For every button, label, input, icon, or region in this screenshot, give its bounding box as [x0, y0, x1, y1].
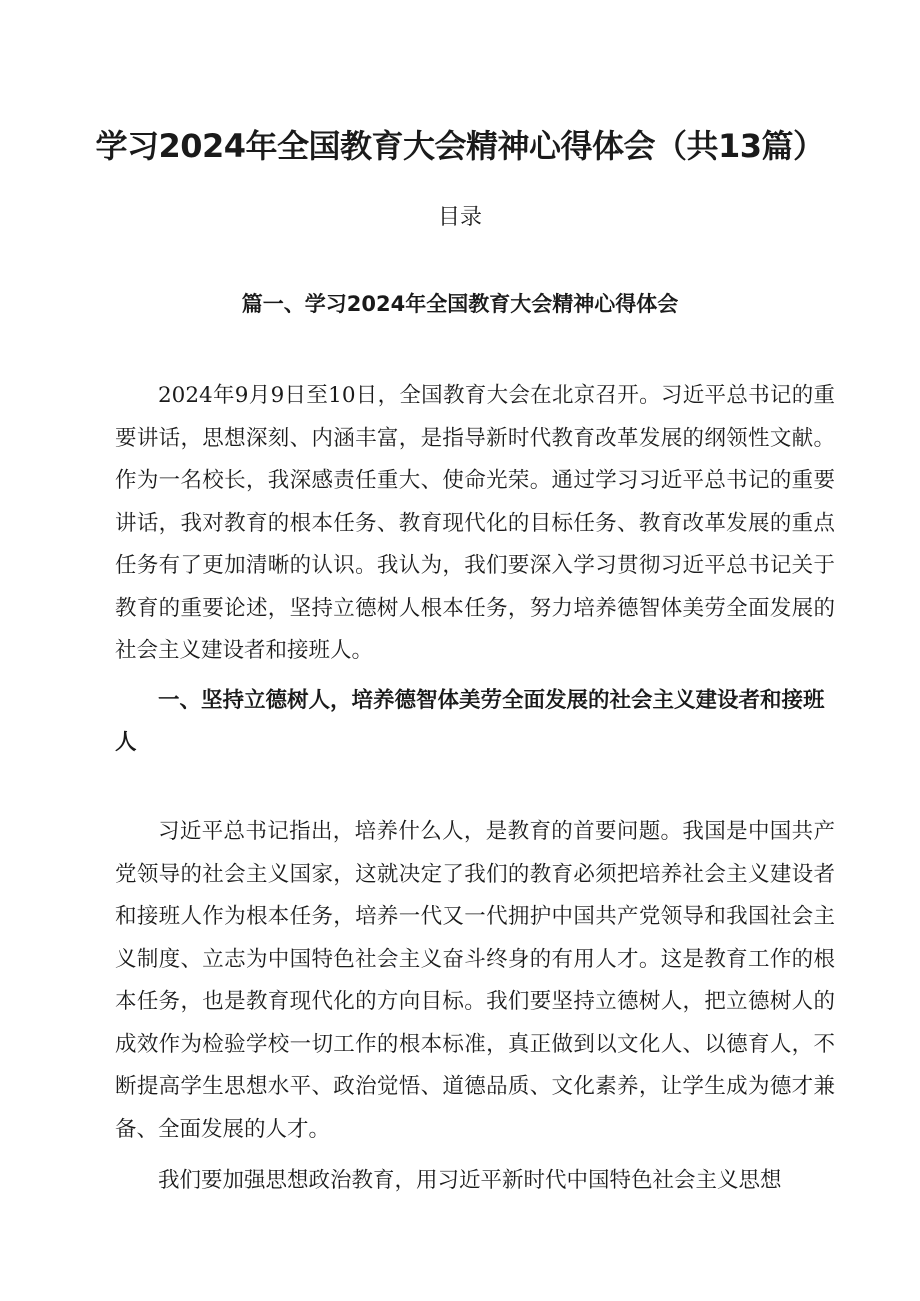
chapter-heading: 篇一、学习2024年全国教育大会精神心得体会: [241, 292, 679, 316]
toc-heading: 目录: [437, 205, 482, 230]
body-paragraph-section-one: 习近平总书记指出，培养什么人，是教育的首要问题。我国是中国共产党领导的社会主义国家，这就决定了我们的教育必须把培养社会主义建设者和接班人作为根本任务，培养一代又一代拥护中国共产党领导和我国社会主义制度、立志为中国特色社会主义奋斗终身的有用人才。这是教育工作的根本任务，也是教育现代化的方向目标。我们要坚持立德树人，把立德树人的成效作为检验学校一切工作的根本标准，真正做到以文化人、以德育人，不断提高学生思想水平、政治觉悟、道德品质、文化素养，让学生成为德才兼备、全面发展的人才。: [115, 819, 835, 1142]
body-paragraph-continued: 我们要加强思想政治教育，用习近平新时代中国特色社会主义思想: [158, 1168, 782, 1193]
body-paragraph-intro: 2024年9月9日至10日，全国教育大会在北京召开。习近平总书记的重要讲话，思想深刻、内涵丰富，是指导新时代教育改革发展的纲领性文献。作为一名校长，我深感责任重大、使命光荣。通过学习习近平总书记的重要讲话，我对教育的根本任务、教育现代化的目标任务、教育改革发展的重点任务有了更加清晰的认识。我认为，我们要深入学习贯彻习近平总书记关于教育的重要论述，坚持立德树人根本任务，努力培养德智体美劳全面发展的社会主义建设者和接班人。: [115, 383, 835, 663]
section-heading: 一、坚持立德树人，培养德智体美劳全面发展的社会主义建设者和接班人: [115, 688, 825, 755]
document-title: 学习2024年全国教育大会精神心得体会（共13篇）: [95, 127, 825, 165]
